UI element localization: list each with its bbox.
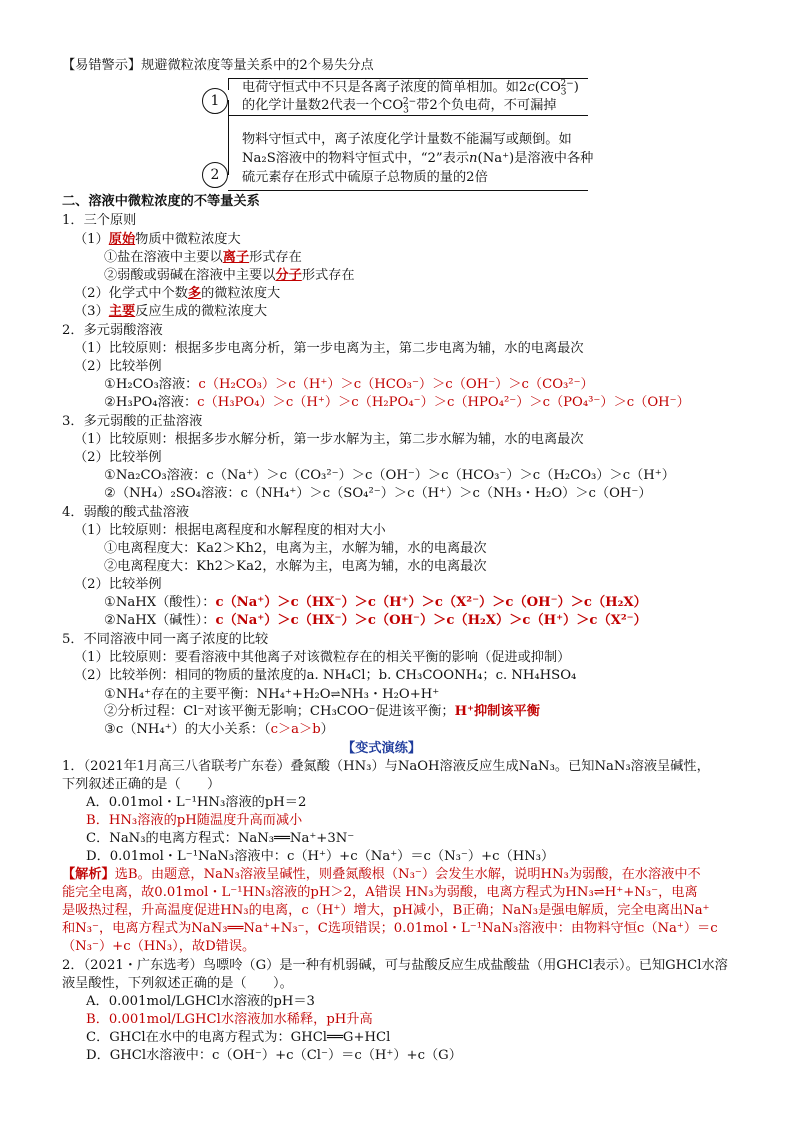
s2-example-2: ②H₃PO₄溶液：c（H₃PO₄）＞c（H⁺）＞c（H₂PO₄⁻）＞c（HPO₄²⁻）＞c（PO₄³⁻）＞c（OH⁻） bbox=[104, 395, 690, 410]
tree-vertical-line bbox=[228, 100, 229, 175]
s3-example-1: ①Na₂CO₃溶液：c（Na⁺）＞c（CO₃²⁻）＞c（OH⁻）＞c（HCO₃⁻）＞c（H₂CO₃）＞c（H⁺） bbox=[104, 468, 675, 483]
equilibrium-arrow-icon: ⇌ bbox=[330, 687, 341, 701]
s1-item-1-1: ①盐在溶液中主要以离子形式存在 bbox=[104, 250, 302, 265]
s5-example-2: ②分析过程：Cl⁻对该平衡无影响；CH₃COO⁻促进该平衡；H⁺抑制该平衡 bbox=[104, 704, 540, 719]
q2-stem-2: 液呈酸性，下列叙述正确的是（ ）。 bbox=[62, 976, 293, 991]
warning-heading: 【易错警示】规避微粒浓度等量关系中的2个易失分点 bbox=[62, 58, 374, 73]
point-1-badge: 1 bbox=[202, 88, 228, 114]
s3-heading: 3．多元弱酸的正盐溶液 bbox=[62, 414, 203, 429]
s4-example-2: ②NaHX（碱性）：c（Na⁺）＞c（HX⁻）＞c（OH⁻）＞c（H₂X）＞c（H⁺）＞c（X²⁻） bbox=[104, 613, 647, 628]
s3-principle: （1）比较原则：根据多步水解分析，第一步水解为主，第二步水解为辅，水的电离最次 bbox=[74, 432, 584, 447]
s3-example-2: ②（NH₄）₂SO₄溶液：c（NH₄⁺）＞c（SO₄²⁻）＞c（H⁺）＞c（NH₃・H₂O）＞c（OH⁻） bbox=[104, 486, 652, 501]
tree-upper-branch bbox=[228, 78, 229, 90]
q1-analysis-1: 【解析】选B。由题意，NaN₃溶液呈碱性，则叠氮酸根（N₃⁻）会发生水解，说明HN₃为弱酸，在水溶液中不 bbox=[62, 867, 701, 882]
s5-principle: （1）比较原则：要看溶液中其他离子对该微粒存在的相关平衡的影响（促进或抑制） bbox=[74, 650, 571, 665]
point-2-line-2: Na₂S溶液中的物料守恒式中，“2”表示n(Na⁺)是溶液中各种 bbox=[242, 151, 594, 166]
q1-stem-1: 1．（2021年1月高三八省联考广东卷）叠氮酸（HN₃）与NaOH溶液反应生成NaN₃。已知NaN₃溶液呈碱性， bbox=[62, 759, 710, 774]
s2-principle: （1）比较原则：根据多步电离分析，第一步电离为主，第二步电离为辅，水的电离最次 bbox=[74, 341, 584, 356]
s1-item-3: （3）主要反应生成的微粒浓度大 bbox=[74, 304, 268, 319]
practice-title: 【变式演练】 bbox=[342, 741, 422, 756]
s5-example-3: ③c（NH₄⁺）的大小关系：（c＞a＞b） bbox=[104, 722, 334, 737]
q2-option-d: D．GHCl水溶液中：c（OH⁻）+c（Cl⁻）＝c（H⁺）+c（G） bbox=[86, 1048, 462, 1063]
s4-principle-2: ②电离程度大：Kh2＞Ka2，水解为主，电离为辅，水的电离最次 bbox=[104, 559, 487, 574]
q1-analysis-2: 能完全电离，故0.01mol・L⁻¹HN₃溶液的pH＞2，A错误 HN₃为弱酸，电离方程式为HN₃⇌H⁺+N₃⁻，电离 bbox=[62, 885, 698, 900]
s5-heading: 5．不同溶液中同一离子浓度的比较 bbox=[62, 632, 269, 647]
s2-example-1: ①H₂CO₃溶液：c（H₂CO₃）＞c（H⁺）＞c（HCO₃⁻）＞c（OH⁻）＞c（CO₃²⁻） bbox=[104, 377, 594, 392]
s1-heading: 1．三个原则 bbox=[62, 213, 137, 228]
s1-item-2: （2）化学式中个数多的微粒浓度大 bbox=[74, 286, 281, 301]
s4-principle: （1）比较原则：根据电离程度和水解程度的相对大小 bbox=[74, 523, 386, 538]
point-2-line-1: 物料守恒式中，离子浓度化学计量数不能漏写或颠倒。如 bbox=[242, 132, 572, 147]
s3-examples: （2）比较举例 bbox=[74, 450, 162, 465]
point-1-line-2: 的化学计量数2代表一个$CO_3^{2-}$带2个负电荷，不可漏掉 bbox=[242, 96, 557, 116]
q1-option-c: C．NaN₃的电离方程式：NaN₃══Na⁺+3N⁻ bbox=[86, 831, 355, 846]
s4-heading: 4．弱酸的酸式盐溶液 bbox=[62, 505, 190, 520]
q1-option-d: D．0.01mol・L⁻¹NaN₃溶液中：c（H⁺）+c（Na⁺）＝c（N₃⁻）+c（HN₃） bbox=[86, 849, 555, 864]
s1-item-1-2: ②弱酸或弱碱在溶液中主要以分子形式存在 bbox=[104, 268, 355, 283]
s4-principle-1: ①电离程度大：Ka2＞Kh2，电离为主，水解为辅，水的电离最次 bbox=[104, 541, 487, 556]
q1-option-a: A．0.01mol・L⁻¹HN₃溶液的pH＝2 bbox=[86, 795, 307, 810]
point-2-bottom-line bbox=[228, 190, 588, 191]
point-2-line-3: 硫元素存在形式中硫原子总物质的量的2倍 bbox=[242, 170, 488, 185]
point-1-line-1: 电荷守恒式中不只是各离子浓度的简单相加。如$2c(CO_3^{2-})$ bbox=[242, 78, 579, 98]
q2-stem-1: 2．（2021・广东选考）鸟嘌呤（G）是一种有机弱碱，可与盐酸反应生成盐酸盐（用GHCl表示）。已知GHCl水溶 bbox=[62, 958, 728, 973]
s5-examples: （2）比较举例：相同的物质的量浓度的a. NH₄Cl；b. CH₃COONH₄；c. NH₄HSO₄ bbox=[74, 668, 577, 683]
s4-examples: （2）比较举例 bbox=[74, 577, 162, 592]
point-2-badge: 2 bbox=[202, 162, 228, 188]
q2-option-a: A．0.001mol/LGHCl水溶液的pH＝3 bbox=[86, 994, 315, 1009]
q1-option-b: B．HN₃溶液的pH随温度升高而减小 bbox=[86, 813, 303, 828]
s4-example-1: ①NaHX（酸性）：c（Na⁺）＞c（HX⁻）＞c（H⁺）＞c（X²⁻）＞c（OH⁻）＞c（H₂X） bbox=[104, 595, 647, 610]
q1-analysis-3: 是吸热过程，升高温度促进HN₃的电离，c（H⁺）增大，pH减小，B正确；NaN₃是强电解质，完全电离出Na⁺ bbox=[62, 903, 710, 918]
q1-stem-2: 下列叙述正确的是（ ） bbox=[62, 777, 221, 792]
s1-item-1: （1）原始物质中微粒浓度大 bbox=[74, 232, 241, 247]
section-title: 二、溶液中微粒浓度的不等量关系 bbox=[62, 194, 260, 209]
q2-option-c: C．GHCl在水中的电离方程式为：GHCl══G+HCl bbox=[86, 1030, 391, 1045]
s2-examples: （2）比较举例 bbox=[74, 359, 162, 374]
s5-example-1: ①NH₄⁺存在的主要平衡：NH₄⁺+H₂O⇌NH₃・H₂O+H⁺ bbox=[104, 687, 440, 702]
q1-analysis-4: 和N₃⁻，电离方程式为NaN₃══Na⁺+N₃⁻，C选项错误；0.01mol・L⁻¹NaN₃溶液中：由物料守恒c（Na⁺）＝c bbox=[62, 921, 718, 936]
q2-option-b: B．0.001mol/LGHCl水溶液加水稀释，pH升高 bbox=[86, 1012, 373, 1027]
s2-heading: 2．多元弱酸溶液 bbox=[62, 323, 163, 338]
q1-analysis-5: （N₃⁻）+c（HN₃），故D错误。 bbox=[62, 939, 256, 954]
